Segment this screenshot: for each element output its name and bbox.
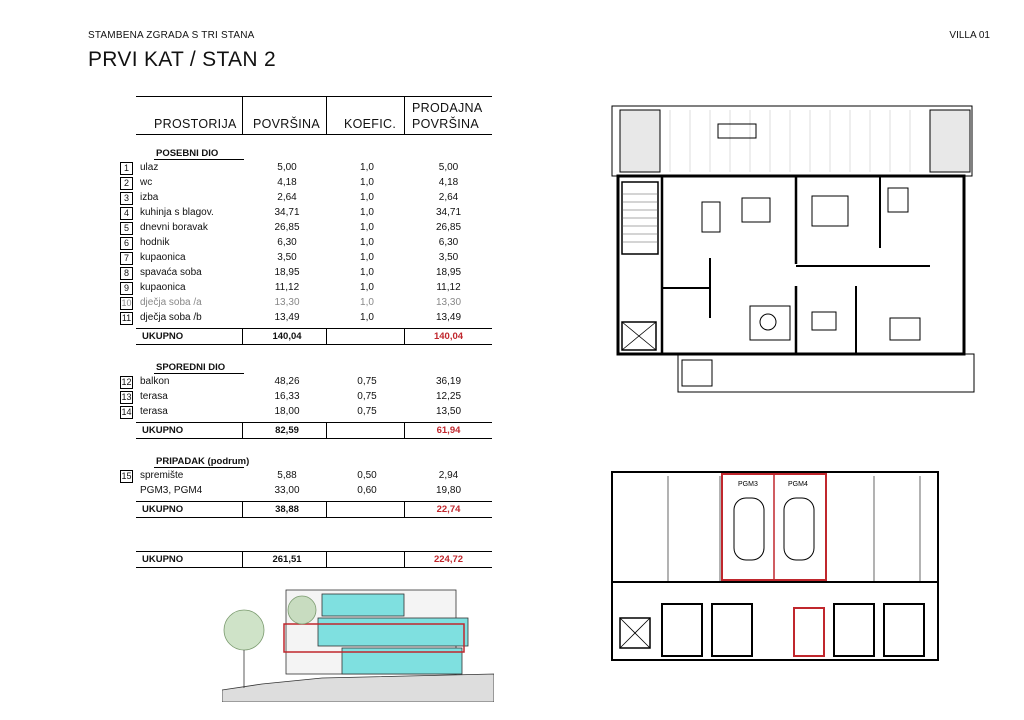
car-icon [784,498,814,560]
col-header-room: PROSTORIJA [154,117,237,131]
room-area: 13,30 [274,297,300,308]
room-sale-area: 13,49 [435,312,462,323]
room-name: ulaz [140,162,159,173]
grand-total-area: 261,51 [272,554,302,565]
room-number: 6 [120,237,133,250]
total-rule [136,422,492,423]
total-label: UKUPNO [142,425,184,436]
room-number: 8 [120,267,133,280]
total-label: UKUPNO [142,504,184,515]
room-area: 3,50 [277,252,297,263]
section-total-row [136,328,492,344]
glass-middle [318,618,468,646]
room-sale-area: 2,64 [438,192,459,203]
room-name: wc [140,177,153,188]
room-name: kuhinja s blagov. [140,207,214,218]
section-title: PRIPADAK (podrum) [156,456,250,467]
room-coef: 1,0 [360,222,374,233]
room-coef: 1,0 [360,192,374,203]
room-name: terasa [140,391,168,402]
room-number: 2 [120,177,133,190]
room-number: 9 [120,282,133,295]
room-sale-area: 12,25 [435,391,462,402]
grand-total-row [136,551,492,567]
room-coef: 1,0 [360,177,374,188]
col-header-coef: KOEFIC. [344,117,397,131]
room-sale-area: 36,19 [435,376,462,387]
storage-unit-highlight [794,608,824,656]
table-row [118,282,492,296]
room-area: 16,33 [274,391,300,402]
table-row [118,177,492,191]
room-sale-area: 34,71 [435,207,462,218]
col-divider [242,96,243,134]
balcony [678,354,974,392]
section-underline [154,159,244,160]
table-row [118,162,492,176]
total-sale-area: 22,74 [436,504,461,515]
room-sale-area: 13,50 [435,406,462,417]
room-area: 5,00 [277,162,297,173]
room-name: spavaća soba [140,267,202,278]
room-name: dječja soba /b [140,312,202,323]
table-row [118,470,492,484]
project-name: STAMBENA ZGRADA S TRI STANA [88,30,255,41]
villa-label: VILLA 01 [949,30,990,41]
total-sale-area: 140,04 [433,331,464,342]
room-number: 13 [121,392,132,402]
room-area: 48,26 [274,376,300,387]
grand-total-sale-area: 224,72 [433,554,464,565]
room-name: kupaonica [140,282,186,293]
table-header-rule [136,134,492,135]
col-divider [326,96,327,134]
room-number: 14 [121,407,132,417]
room-number: 5 [120,222,133,235]
room-name: terasa [140,406,168,417]
room-coef: 1,0 [360,207,374,218]
table-top-rule [136,96,492,97]
floor-plan [600,98,980,398]
room-sale-area: 3,50 [438,252,459,263]
room-sale-area: 4,18 [438,177,459,188]
page-title: PRVI KAT / STAN 2 [88,48,276,71]
room-coef: 0,50 [357,470,377,481]
room-name: dnevni boravak [140,222,208,233]
room-area: 11,12 [274,282,300,293]
room-coef: 1,0 [360,282,374,293]
col-divider [404,96,405,134]
room-coef: 0,75 [357,391,377,402]
table-row [118,267,492,281]
grand-total-label: UKUPNO [142,554,184,565]
room-name: kupaonica [140,252,186,263]
room-area: 18,95 [274,267,300,278]
room-name: spremište [140,470,184,481]
table-row [118,297,492,311]
section-total-row [136,501,492,517]
room-area: 2,64 [277,192,297,203]
terrace-table [718,124,756,138]
room-coef: 0,60 [357,485,377,496]
total-area: 82,59 [275,425,299,436]
room-coef: 1,0 [360,267,374,278]
rug [750,306,790,340]
room-sale-area: 5,00 [438,162,459,173]
room-number: 11 [121,313,132,323]
garage-outline [612,472,938,660]
bed-child-a [812,312,836,330]
tree-icon [224,610,264,650]
ground [222,674,494,702]
bed-child-b [890,318,920,340]
table-row [118,252,492,266]
room-name: PGM3, PGM4 [140,485,203,496]
section-title: SPOREDNI DIO [156,362,226,373]
garage-plan [610,470,940,662]
total-area: 140,04 [272,331,302,342]
room-number: 15 [121,471,132,481]
room-area: 4,18 [277,177,297,188]
room-sale-area: 19,80 [435,485,462,496]
total-area: 38,88 [275,504,299,515]
room-sale-area: 18,95 [435,267,462,278]
bed-master [812,196,848,226]
table-row [118,406,492,420]
col-header-area: POVRŠINA [253,117,320,131]
room-coef: 1,0 [360,162,374,173]
total-rule [136,344,492,345]
section-title: POSEBNI DIO [156,148,219,159]
room-name: balkon [140,376,170,387]
table-row [118,312,492,326]
total-rule [136,551,492,552]
total-rule [136,438,492,439]
pgm3-label: PGM3 [738,481,758,488]
col-header-sale: PRODAJNA POVRŠINA [412,101,483,131]
room-sale-area: 2,94 [438,470,459,481]
section-underline [154,467,244,468]
table-row [118,237,492,251]
room-number: 10 [121,298,132,308]
room-coef: 1,0 [360,252,374,263]
room-number: 4 [120,207,133,220]
total-rule [136,517,492,518]
building-elevation [222,570,494,702]
tree-icon [288,596,316,624]
table-row [118,376,492,390]
room-area: 5,88 [277,470,297,481]
section-total-row [136,422,492,438]
room-number: 7 [120,252,133,265]
room-sale-area: 11,12 [436,282,461,293]
room-coef: 1,0 [360,312,374,323]
room-area: 33,00 [274,485,300,496]
table-row [118,391,492,405]
room-coef: 0,75 [357,376,377,387]
top-terrace [612,106,972,176]
room-number: 1 [120,162,133,175]
room-name: izba [140,192,159,203]
table-row [118,207,492,221]
table-row [118,192,492,206]
room-sale-area: 13,30 [435,297,462,308]
total-label: UKUPNO [142,331,184,342]
total-rule [136,328,492,329]
total-sale-area: 61,94 [436,425,461,436]
room-coef: 1,0 [360,237,374,248]
room-area: 34,71 [274,207,300,218]
section-underline [154,373,244,374]
glass-top [322,594,404,616]
table-row [118,485,492,499]
pgm4-label: PGM4 [788,481,808,488]
room-coef: 1,0 [360,297,374,308]
room-number: 12 [121,377,132,387]
room-sale-area: 26,85 [435,222,462,233]
room-sale-area: 6,30 [438,237,459,248]
room-area: 18,00 [274,406,300,417]
table-row [118,222,492,236]
room-coef: 0,75 [357,406,377,417]
room-number: 3 [120,192,133,205]
room-name: dječja soba /a [140,297,202,308]
room-area: 6,30 [277,237,297,248]
total-rule [136,501,492,502]
car-icon [734,498,764,560]
room-area: 13,49 [274,312,300,323]
total-rule [136,567,492,568]
room-area: 26,85 [274,222,300,233]
room-name: hodnik [140,237,170,248]
